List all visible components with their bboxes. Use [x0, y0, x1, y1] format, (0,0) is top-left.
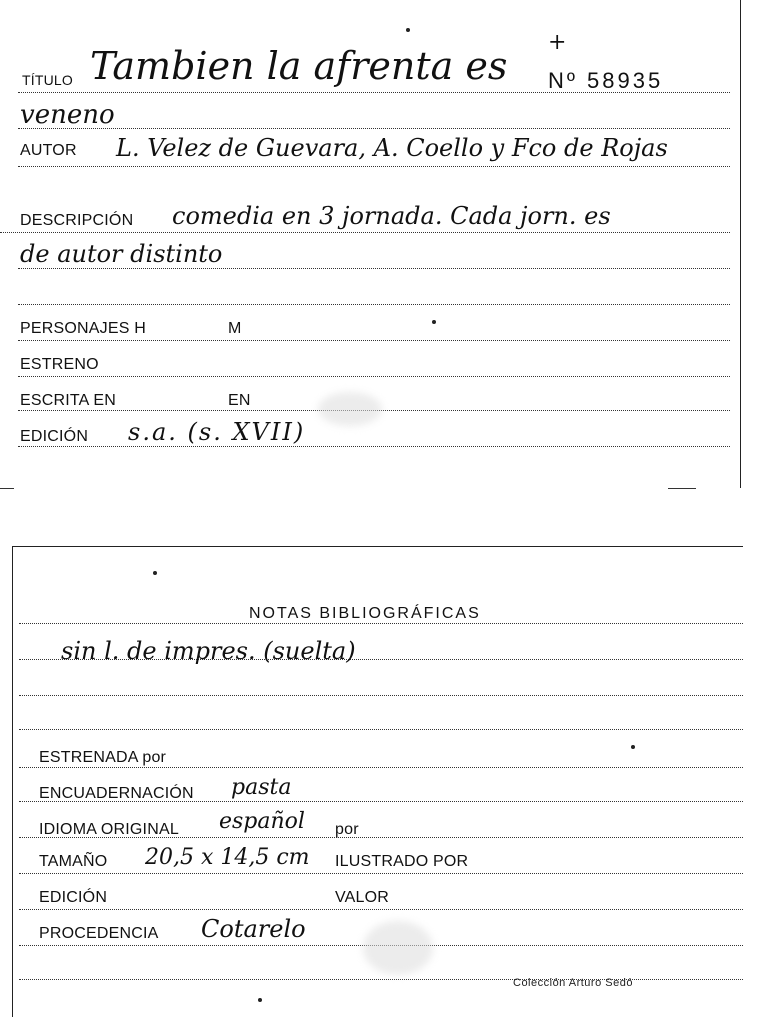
rule: [19, 873, 743, 874]
rule: [18, 304, 730, 305]
cross-mark: +: [548, 30, 567, 55]
ink-dot: [406, 28, 410, 32]
catalog-number: Nº 58935: [548, 68, 664, 93]
rule: [18, 340, 730, 341]
personajes-label: PERSONAJES H: [20, 320, 146, 337]
rule: [19, 979, 743, 980]
idioma-label: IDIOMA ORIGINAL: [39, 821, 179, 838]
edicion-value: s.a. (s. XVII): [128, 418, 306, 446]
rule: [19, 729, 743, 730]
estreno-label: ESTRENO: [20, 356, 99, 373]
tamano-label: TAMAÑO: [39, 853, 108, 870]
paper-smudge: [318, 392, 382, 426]
rule: [19, 767, 743, 768]
rule: [19, 623, 743, 624]
edicion-label: EDICIÓN: [39, 889, 108, 906]
rule: [18, 128, 730, 129]
encuadernacion-value: pasta: [231, 775, 292, 800]
idioma-por-label: por: [335, 821, 359, 838]
paper-smudge: [363, 921, 433, 975]
personajes-m-label: M: [228, 320, 242, 337]
autor-value: L. Velez de Guevara, A. Coello y Fco de Rojas: [116, 134, 668, 162]
encuadernacion-label: ENCUADERNACIÓN: [39, 785, 194, 802]
titulo-value: Tambien la afrenta es: [90, 44, 508, 88]
card-edge: [0, 488, 14, 489]
edicion-label: EDICIÓN: [20, 428, 89, 445]
notas-heading: NOTAS BIBLIOGRÁFICAS: [249, 605, 481, 622]
tamano-value: 20,5 x 14,5 cm: [145, 845, 310, 870]
idioma-value: español: [219, 809, 305, 834]
estrenada-label: ESTRENADA por: [39, 749, 167, 766]
ink-dot: [432, 320, 436, 324]
notas-value: sin l. de impres. (suelta): [61, 637, 356, 665]
escrita-en2-label: EN: [228, 392, 251, 409]
escrita-en-label: ESCRITA EN: [20, 392, 116, 409]
ink-dot: [153, 571, 157, 575]
rule: [19, 695, 743, 696]
titulo-label: TÍTULO: [22, 72, 73, 88]
ilustrado-label: ILUSTRADO POR: [335, 853, 469, 870]
rule: [0, 232, 730, 233]
catalog-card-top: [0, 0, 741, 488]
rule: [18, 166, 730, 167]
rule: [19, 909, 743, 910]
coleccion-stamp: Colección Arturo Sedó: [513, 977, 633, 989]
procedencia-label: PROCEDENCIA: [39, 925, 159, 942]
ink-dot: [631, 745, 635, 749]
descripcion-label: DESCRIPCIÓN: [20, 212, 134, 229]
ink-dot: [258, 998, 262, 1002]
autor-label: AUTOR: [20, 142, 77, 159]
descripcion-value-cont: de autor distinto: [20, 240, 223, 268]
titulo-value-cont: veneno: [20, 100, 115, 130]
card-edge: [668, 488, 696, 489]
procedencia-value: Cotarelo: [201, 915, 306, 943]
catalog-card-bottom: [12, 546, 743, 1017]
rule: [18, 268, 730, 269]
valor-label: VALOR: [335, 889, 390, 906]
rule: [18, 376, 730, 377]
rule: [18, 446, 730, 447]
descripcion-value: comedia en 3 jornada. Cada jorn. es: [172, 202, 611, 230]
